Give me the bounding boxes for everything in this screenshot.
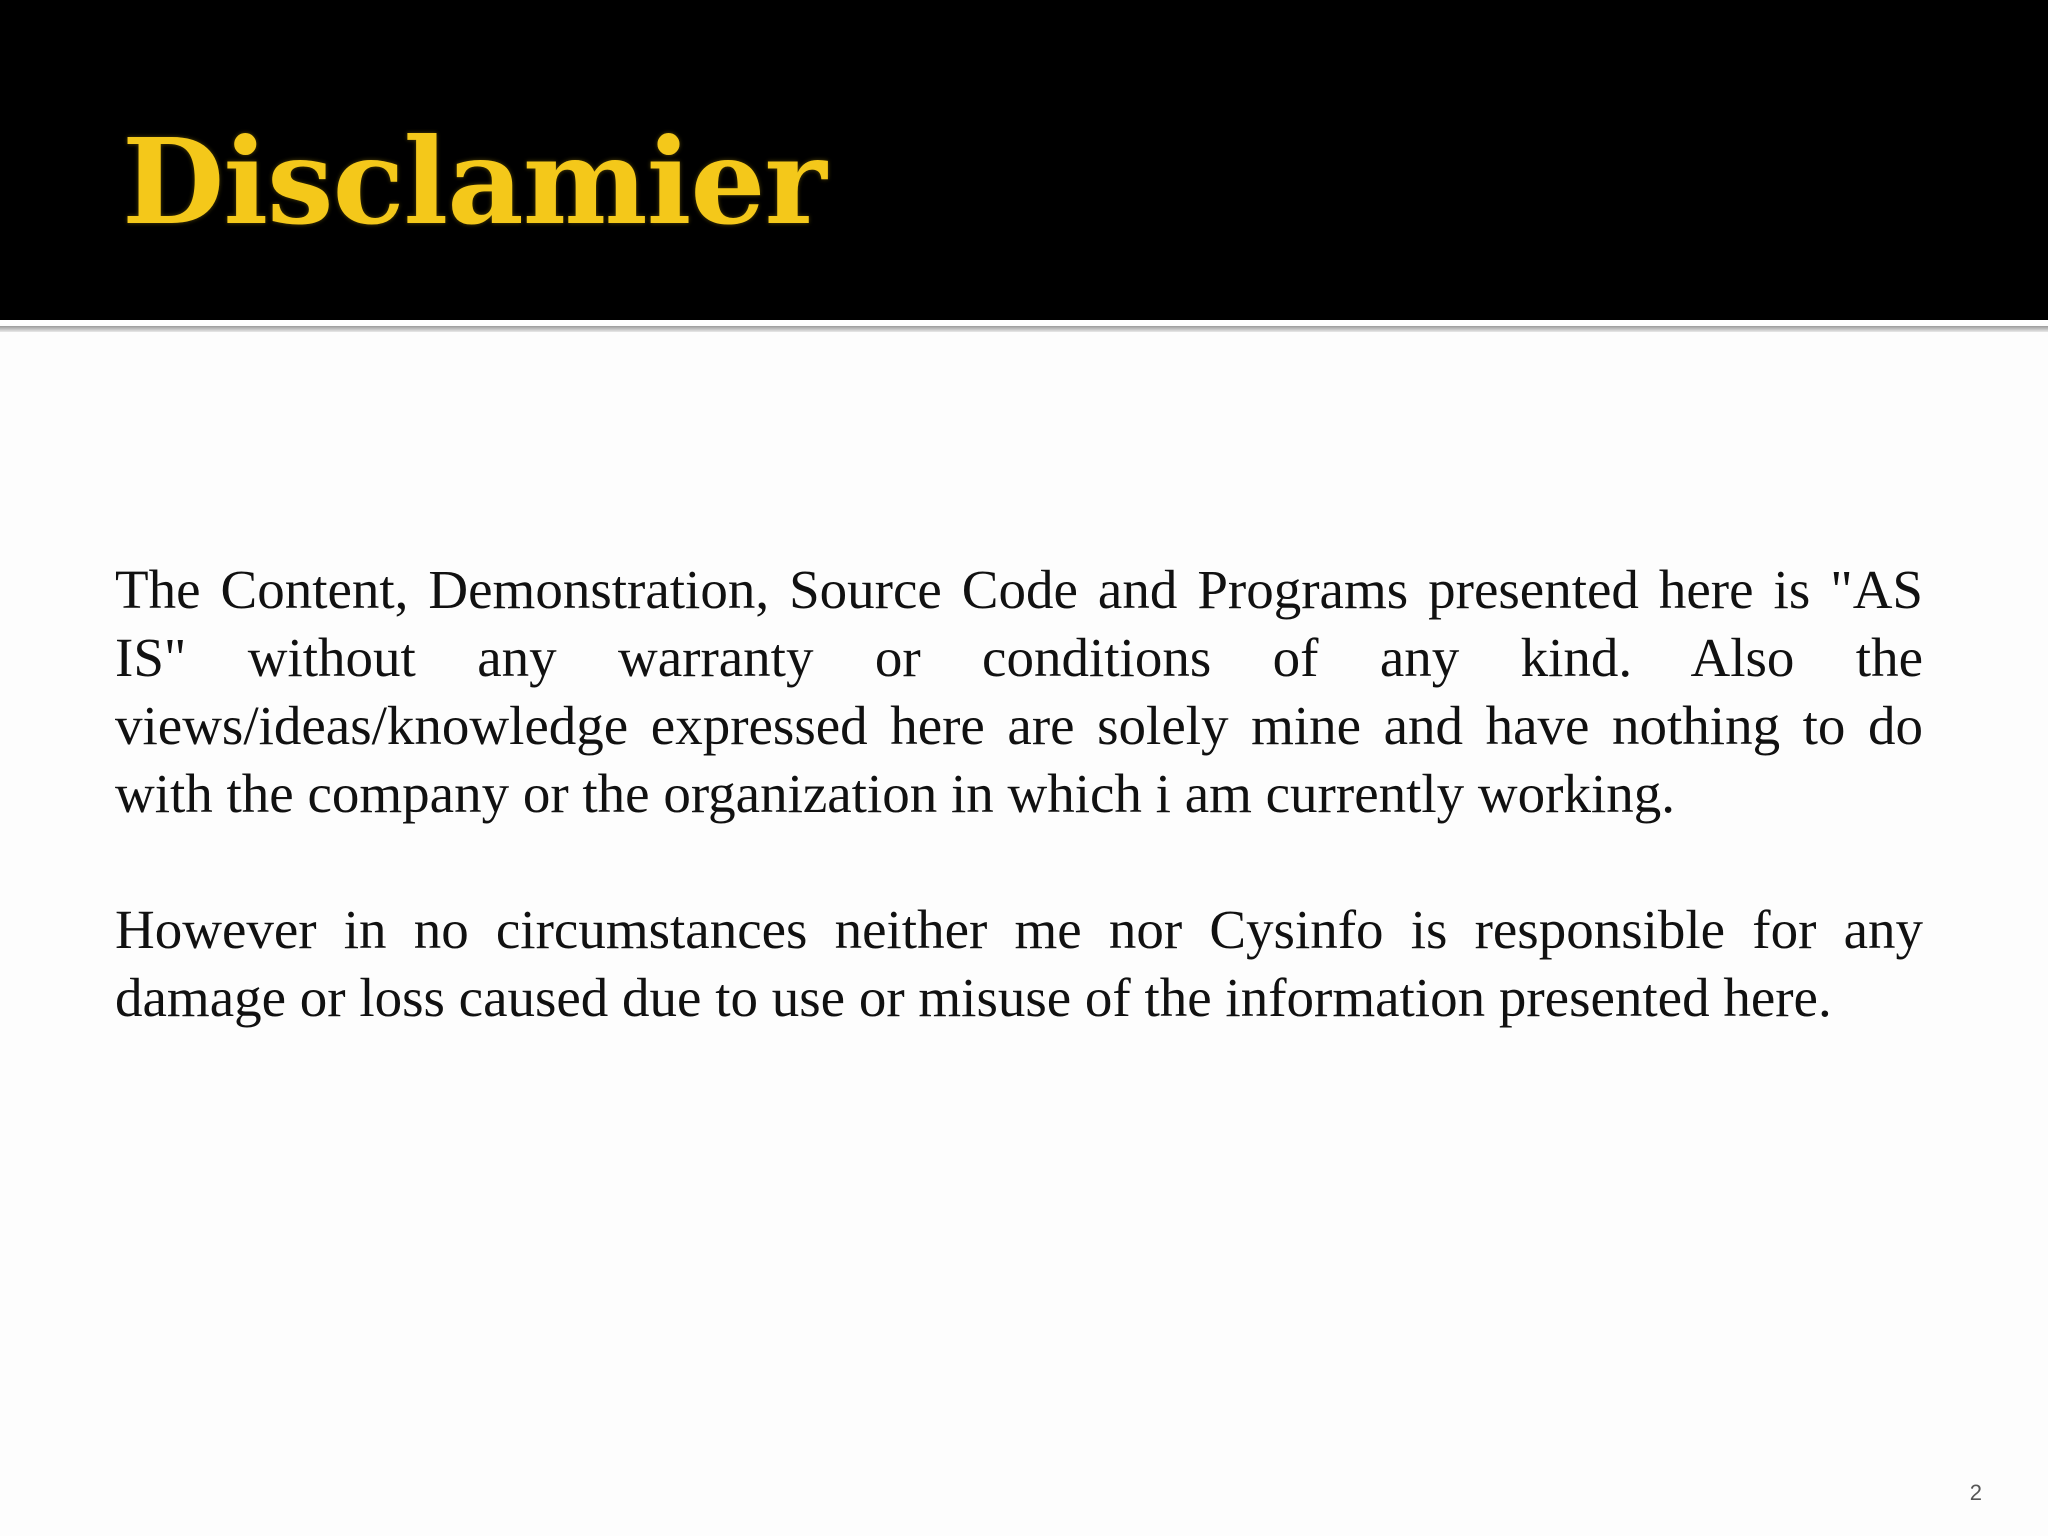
slide-title: Disclamier	[122, 112, 826, 251]
disclaimer-paragraph: The Content, Demonstration, Source Code and Programs presented here is "AS IS" without any warranty or conditions of any kind. Also the views/ideas/knowledge expressed here are solely mine and have nothing to do with the company or the organization in which i am currently working.	[115, 559, 1923, 824]
page-number: 2	[1969, 1480, 1982, 1505]
slide-body	[115, 556, 1923, 1100]
title-divider	[0, 320, 2048, 324]
title-divider-shadow	[0, 326, 2048, 332]
title-bar	[0, 0, 2048, 320]
liability-paragraph: However in no circumstances neither me nor Cysinfo is responsible for any damage or loss caused due to use or misuse of the information presented here.	[115, 899, 1923, 1028]
